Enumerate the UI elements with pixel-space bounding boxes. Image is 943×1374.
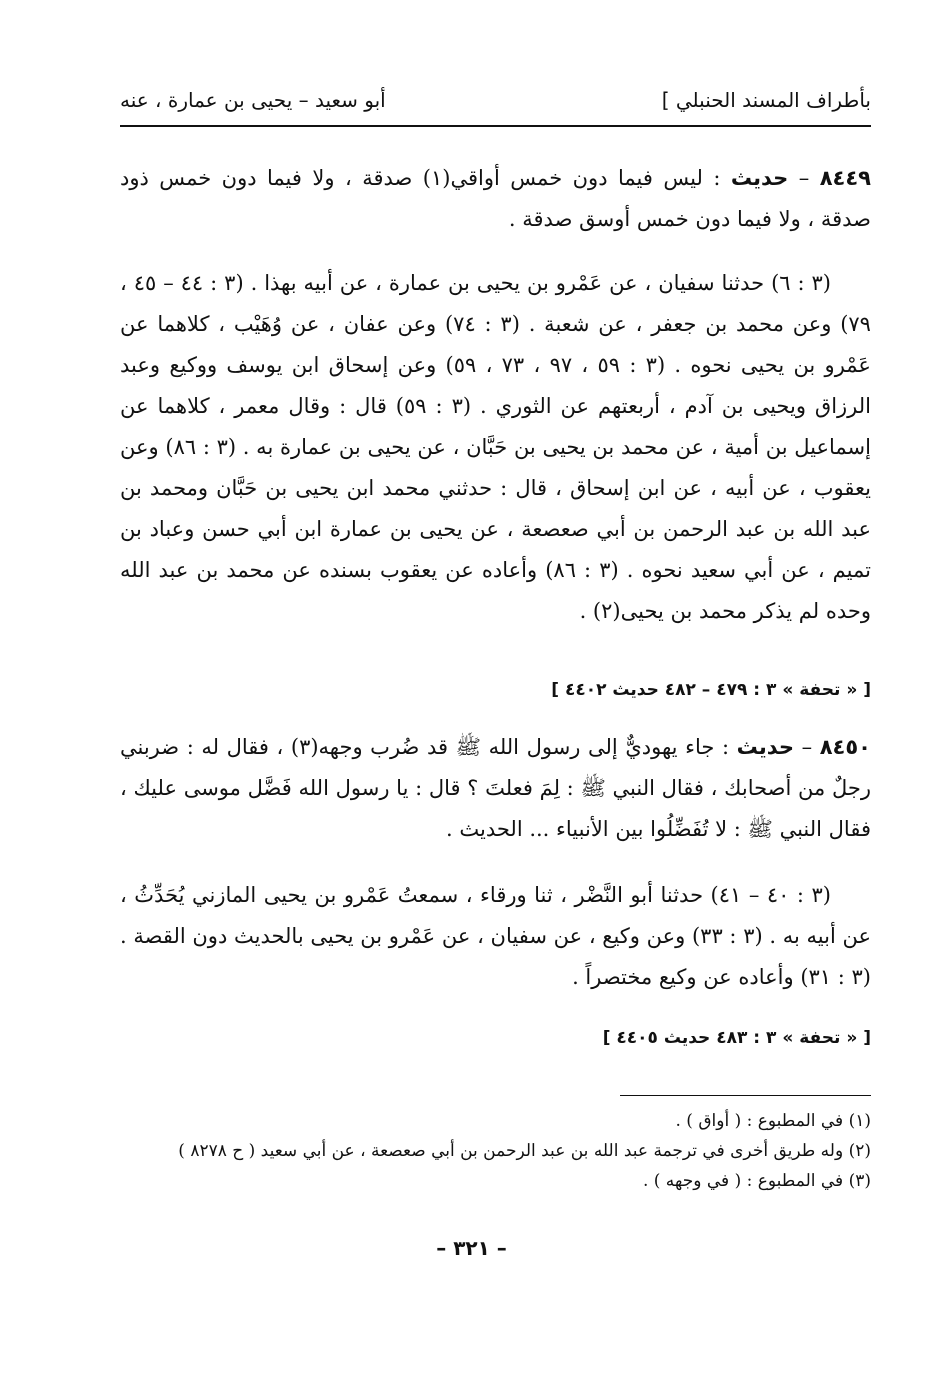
hadith-entry-8450: ٨٤٥٠ – حديث : جاء يهوديٌّ إلى رسول الله ﷺ قد ضُرب وجهه(٣) ، فقال له : ضربني رجلٌ من أصحابك ، فقال النبي ﷺ : لِمَ فعلتَ ؟ قال : يا رسول الله فَضَّل موسى عليك ، فقال النبي ﷺ : لا تُفَضِّلُوا بين الأنبياء ... الحديث . [120, 735, 871, 841]
tuhfa-reference-8449: [ « تحفة » ٣ : ٤٧٩ – ٤٨٢ حديث ٤٤٠٢ ] [551, 680, 871, 700]
entry-text: : ليس فيما دون خمس أواقي(١) صدقة ، ولا فيما دون خمس ذود صدقة ، ولا فيما دون خمس أوسق صدقة . [120, 166, 871, 231]
book-title: بأطراف المسند الحنبلي ] [661, 88, 871, 112]
entry-number: ٨٤٥٠ [819, 735, 871, 759]
tuhfa-reference-8450: [ « تحفة » ٣ : ٤٨٣ حديث ٤٤٠٥ ] [602, 1028, 871, 1048]
footnote-1: (١) في المطبوع : ( أواق ) . [675, 1111, 871, 1131]
header-divider [120, 125, 871, 127]
footnote-divider [620, 1095, 871, 1096]
isnad-paragraph-8449: (٣ : ٦) حدثنا سفيان ، عن عَمْرو بن يحيى بن عمارة ، عن أبيه بهذا . (٣ : ٤٤ – ٤٥ ، ٧٩) وعن محمد بن جعفر ، عن شعبة . (٣ : ٧٤) وعن عفان ، عن وُهَيْب ، كلاهما عن عَمْرو بن يحيى نحوه . (٣ : ٥٩ ، ٩٧ ، ٧٣ ، ٥٩) وعن إسحاق ابن يوسف ووكيع وعبد الرزاق ويحيى بن آدم ، أربعتهم عن الثوري . (٣ : ٥٩) قال : وقال معمر ، كلاهما عن إسماعيل بن أمية ، عن محمد بن يحيى بن حَبَّان ، عن يحيى بن عمارة به . (٣ : ٨٦) وعن يعقوب ، عن أبيه ، عن ابن إسحاق ، قال : حدثني محمد ابن يحيى بن حَبَّان ومحمد بن عبد الله بن عبد الرحمن بن أبي صعصعة ، عن يحيى بن عمارة ابن أبي حسن وعباد بن تميم ، عن أبي سعيد نحوه . (٣ : ٨٦) وأعاده عن يعقوب بسنده عن محمد بن عبد الله وحده لم يذكر محمد بن يحيى(٢) . [120, 271, 871, 623]
entry-keyword: حديث [736, 735, 794, 759]
running-header [120, 82, 871, 122]
entry-text: : جاء يهوديٌّ إلى رسول الله ﷺ قد ضُرب وجهه(٣) ، فقال له : ضربني رجلٌ من أصحابك ، فقال النبي ﷺ : لِمَ فعلتَ ؟ قال : يا رسول الله فَضَّل موسى عليك ، فقال النبي ﷺ : لا تُفَضِّلُوا بين الأنبياء ... الحديث . [120, 735, 871, 841]
section-title: أبو سعيد – يحيى بن عمارة ، عنه [120, 88, 386, 112]
entry-keyword: حديث [730, 166, 789, 190]
footnote-2: (٢) وله طريق أخرى في ترجمة عبد الله بن عبد الرحمن بن أبي صعصعة ، عن أبي سعيد ( ح ٨٢٧٨ ) [178, 1141, 871, 1161]
footnotes [120, 1106, 871, 1196]
footnote-3: (٣) في المطبوع : ( في وجهه ) . [642, 1171, 871, 1191]
hadith-entry-8449: ٨٤٤٩ – حديث : ليس فيما دون خمس أواقي(١) صدقة ، ولا فيما دون خمس ذود صدقة ، ولا فيما دون خمس أوسق صدقة . [120, 166, 871, 231]
page-number: – ٣٢١ – [436, 1236, 507, 1260]
isnad-paragraph-8450: (٣ : ٤٠ – ٤١) حدثنا أبو النَّضْر ، ثنا ورقاء ، سمعتُ عَمْرو بن يحيى المازني يُحَدِّثُ ، عن أبيه به . (٣ : ٣٣) وعن وكيع ، عن سفيان ، عن عَمْرو بن يحيى بالحديث دون القصة . (٣ : ٣١) وأعاده عن وكيع مختصراً . [120, 883, 871, 989]
entry-number: ٨٤٤٩ [819, 166, 871, 190]
